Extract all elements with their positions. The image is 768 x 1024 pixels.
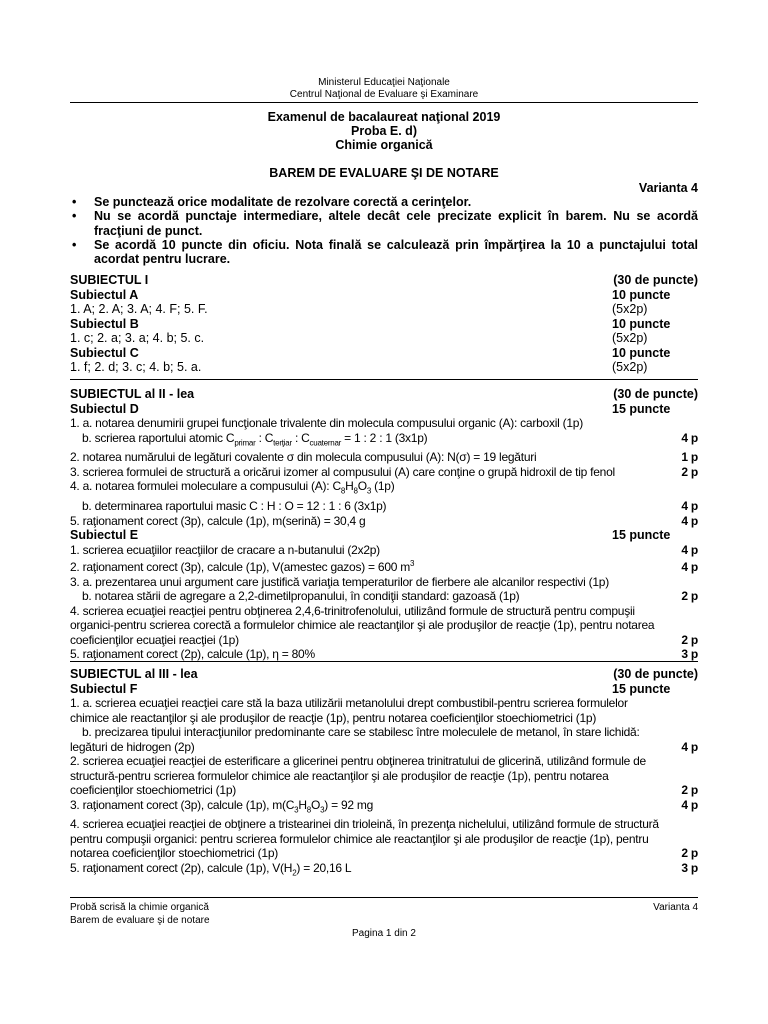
item-e3b: b. notarea stării de agregare a 2,2-dimetilpropanului, în condiţii standard: gazoasă (1p) [82, 589, 520, 604]
item-f1b-line: b. precizarea tipului interacţiunilor predominante care se stabilesc între moleculele de metanol, în stare lichidă: [82, 725, 640, 739]
subsection-label: Subiectul B [70, 316, 139, 331]
section-heading: SUBIECTUL al II - lea (30 de puncte) [70, 387, 698, 401]
subsection-label: Subiectul A [70, 287, 139, 302]
footer-left-line: Probă scrisă la chimie organică [70, 902, 209, 913]
answers-c: 1. f; 2. d; 3. c; 4. b; 5. a. [70, 360, 202, 374]
subsection-label: Subiectul C [70, 345, 139, 360]
item-d4b: b. determinarea raportului masic C : H : O = 12 : 1 : 6 (3x1p) [82, 499, 387, 514]
subsection-label: Subiectul E [70, 528, 139, 543]
footer-divider [70, 897, 698, 898]
item-f4-line: notarea coeficienţilor stoechiometrici (1p) [70, 846, 279, 861]
answers-b: 1. c; 2. a; 3. a; 4. b; 5. c. [70, 331, 205, 345]
center-name: Centrul Naţional de Evaluare şi Examinare [289, 89, 479, 100]
item-d5: 5. raţionament corect (3p), calcule (1p), m(serină) = 30,4 g [70, 513, 366, 528]
section-heading: SUBIECTUL al III - lea (30 de puncte) [70, 667, 698, 681]
instruction-item: • Se acordă 10 puncte din oficiu. Nota finală se calculează prin împărţirea la 10 a punctajului total acordat pentru lucrare. [72, 237, 698, 267]
item-f1a-line: 1. a. scrierea ecuaţiei reacţiei care stă la baza utilizării metanolului drept combustibil-pentru scrierea formulelor [70, 696, 628, 710]
item-f1a-line: chimice ale reactanţilor şi ale produşilor de reacţie (1p), pentru notarea coeficienţilor stoechiometrici (1p) [70, 710, 597, 725]
item-e5: 5. raţionament corect (2p), calcule (1p), η = 80% [70, 647, 315, 662]
item-d1b: b. scrierea raportului atomic $C_{primar}$ : $C_{terţiar}$ : $C_{cuaternar} = 1$ : 2 : 1 (3x1p) [82, 430, 428, 447]
section-divider [70, 379, 698, 380]
section-divider [70, 661, 698, 662]
page-header [70, 77, 698, 101]
barem-title: BAREM DE EVALUARE ŞI DE NOTARE [269, 166, 499, 180]
footer-left-line: Barem de evaluare şi de notare [70, 915, 210, 926]
item-e3a: 3. a. prezentarea unui argument care justifică variaţia temperaturilor de fierbere ale alcanilor respectivi (1p) [70, 574, 609, 589]
item-d1a: 1. a. notarea denumirii grupei funcţionale trivalente din molecula compusului organic (A): carboxil (1p) [70, 416, 583, 430]
ministry-name: Ministerul Educaţiei Naţionale [318, 77, 450, 88]
instructions-list [70, 195, 698, 266]
section-subiectul-3: SUBIECTUL al III - lea (30 de puncte) Subiectul F 15 puncte 1. a. scrierea ecuaţiei reacţiei care stă la baza utilizării metanolului drept combustibil-pentru scrierea formulelor chimice ale reactanţilor şi ale produşilor de reacţie (1p), pentru notarea coeficienţilor stoechiometrici (1p) b. precizarea tipului interacţiunilor predominante care se stabilesc între moleculele de metanol, în stare lichidă: legături de hidrogen (2p) 4 p 2. scrierea ecuaţiei reacţiei de esterificare a glicerinei pentru obţinerea trinitratului de glicerină, utilizând formule de structură-pentru scrierea formulelor chimice ale reactanţilor şi ale produşilor de reacţie (1p), pentru notarea coeficienţilor stoechiometrici (1p) 2 p 3. raţionament corect (3p), calcule (1p), $m(C_3H_8O_3) = 92$ mg 4 p 4. scrierea ecuaţiei reacţiei de obţinere a tristearinei din trioleină, în prezenţa nichelului, utilizând formule de structură pentru compuşii organici: pentru scrierea formulelor chimice ale reactanţilor şi ale produşilor de reacţie (1p), pentru notarea coeficienţilor stoechiometrici (1p) 2 p 5. raţionament corect (2p), calcule (1p), $V(H_2) = 20,16$ L 3 p [70, 667, 698, 881]
footer-varianta: Varianta 4 [653, 902, 698, 913]
item-e4-line: 4. scrierea ecuaţiei reacţiei pentru obţinerea 2,4,6-trinitrofenolului, utilizând formule de structură pentru compuşii [70, 603, 635, 618]
subsection-label: Subiectul D [70, 401, 139, 416]
answers-a: 1. A; 2. A; 3. A; 4. F; 5. F. [70, 302, 208, 316]
item-e1: 1. scrierea ecuaţiilor reacţiilor de cracare a n-butanului (2x2p) [70, 542, 380, 557]
item-e4-line: organici-pentru scrierea corectă a formulelor chimice ale reactanţilor şi ale produşilor de reacţie (1p), pentru notarea [70, 618, 655, 633]
item-f1b-line: legături de hidrogen (2p) [70, 739, 195, 754]
section-subiectul-1: SUBIECTUL I (30 de puncte) Subiectul A 10 puncte 1. A; 2. A; 3. A; 4. F; 5. F. (5x2p) Subiectul B 10 puncte 1. c; 2. a; 3. a; 4. b; 5. c. (5x2p) Subiectul C 10 puncte 1. f; 2. d; 3. c; 4. b; 5. a. (5x2p) [70, 273, 698, 374]
subject-title: Chimie organică [335, 138, 433, 152]
item-d4a: 4. a. notarea formulei moleculare a compusului (A): $C_8H_8O_3$ (1p) [70, 479, 395, 496]
item-f2-line: structură-pentru scrierea formulelor chimice ale reactanţilor şi ale produşilor de reacţie (1p), pentru notarea [70, 768, 609, 783]
instruction-item: • Se punctează orice modalitate de rezolvare corectă a cerinţelor. [72, 195, 472, 209]
item-f4-line: 4. scrierea ecuaţiei reacţiei de obţinere a tristearinei din trioleină, în prezenţa nichelului, utilizând formule de structură [70, 817, 659, 832]
page-footer [70, 901, 698, 927]
instruction-item: • Nu se acordă punctaje intermediare, altele decât cele precizate explicit în barem. Nu se acordă fracţiuni de punct. [72, 209, 698, 238]
header-divider [70, 102, 698, 103]
item-f2-line: coeficienţilor stoechiometrici (1p) [70, 783, 236, 797]
item-f2-line: 2. scrierea ecuaţiei reacţiei de esterificare a glicerinei pentru obţinerea trinitratului de glicerină, utilizând formule de [70, 754, 646, 768]
proba-title: Proba E. d) [351, 124, 417, 138]
item-d3: 3. scrierea formulei de structură a oricărui izomer al compusului (A) care conţine o grupă hidroxil de tip fenol [70, 464, 615, 479]
item-e4-line: coeficienţilor ecuaţiei reacţiei (1p) [70, 632, 239, 647]
item-f3: 3. raţionament corect (3p), calcule (1p), $m(C_3H_8O_3) = 92$ mg [70, 797, 374, 814]
varianta-label: Varianta 4 [638, 181, 698, 195]
page-number: Pagina 1 din 2 [352, 928, 416, 939]
exam-title: Examenul de bacalaureat naţional 2019 [267, 110, 501, 124]
item-f4-line: pentru compuşii organici: pentru scrierea formulelor chimice ale reactanţilor şi ale produşilor de reacţie (1p), pentru [70, 831, 649, 846]
subsection-label: Subiectul F [70, 681, 138, 696]
item-f5: 5. raţionament corect (2p), calcule (1p), $V(H_2) = 20,16$ L [70, 860, 352, 878]
item-d2: 2. notarea numărului de legături covalente σ din molecula compusului (A): N(σ) = 19 legături [70, 450, 537, 465]
section-heading: SUBIECTUL I (30 de puncte) [70, 273, 698, 287]
item-e2: 2. raţionament corect (3p), calcule (1p), V(amestec gazos) = 600 $m^3$ [70, 559, 415, 575]
section-subiectul-2: SUBIECTUL al II - lea (30 de puncte) Subiectul D 15 puncte 1. a. notarea denumirii grupei funcţionale trivalente din molecula compusului organic (A): carboxil (1p) b. scrierea raportului atomic $C_{primar}$ : $C_{terţiar}$ : $C_{cuaternar} = 1$ : 2 : 1 (3x1p) 4 p 2. notarea numărului de legături covalente σ din molecula compusului (A): N(σ) = 19 legături 1 p 3. scrierea formulei de structură a oricărui izomer al compusului (A) care conţine o grupă hidroxil de tip fenol 2 p 4. a. notarea formulei moleculare a compusului (A): $C_8H_8O_3$ (1p) b. determinarea raportului masic C : H : O = 12 : 1 : 6 (3x1p) 4 p 5. raţionament corect (3p), calcule (1p), m(serină) = 30,4 g 4 p Subiectul E 15 puncte 1. scrierea ecuaţiilor reacţiilor de cracare a n-butanului (2x2p) 4 p 2. raţionament corect (3p), calcule (1p), V(amestec gazos) = 600 $m^3$ 4 p 3. a. prezentarea unui argument care justifică variaţia temperaturilor de fierbere ale alcanilor respectivi (1p) b. notarea stării de agregare a 2,2-dimetilpropanului, în condiţii standard: gazoasă (1p) 2 p 4. scrierea ecuaţiei reacţiei pentru obţinerea 2,4,6-trinitrofenolului, utilizând formule de structură pentru compuşii organici-pentru scrierea corectă a formulelor chimice ale reactanţilor şi ale produşilor de reacţie (1p), pentru notarea coeficienţilor ecuaţiei reacţiei (1p) 2 p 5. raţionament corect (2p), calcule (1p), η = 80% 3 p [70, 387, 698, 662]
